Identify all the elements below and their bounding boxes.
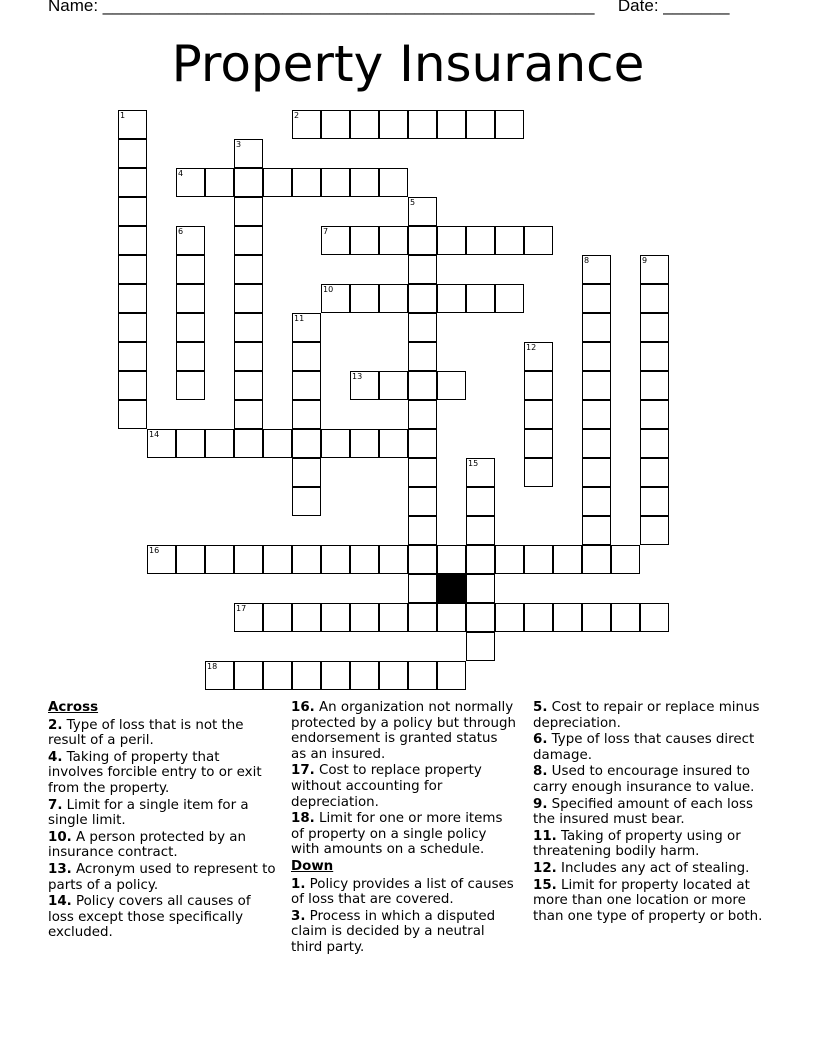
grid-cell[interactable] — [553, 545, 582, 574]
grid-cell[interactable] — [582, 313, 611, 342]
grid-cell[interactable] — [118, 226, 147, 255]
cell-number: 14 — [149, 430, 160, 439]
clue-down-5: 5. Cost to repair or replace minus depreciation. — [533, 700, 760, 731]
grid-cell[interactable] — [350, 661, 379, 690]
clue-down-15: 15. Limit for property located at more than one location or more than one type of property or both. — [533, 877, 763, 924]
grid-cell[interactable] — [379, 429, 408, 458]
grid-cell[interactable] — [495, 545, 524, 574]
grid-cell[interactable] — [524, 342, 553, 371]
grid-cell[interactable] — [408, 429, 437, 458]
black-cell — [437, 574, 466, 603]
grid-cell[interactable] — [466, 458, 495, 487]
clue-across-16: 16. An organization not normally protected by a policy but through endorsement is granted status as an insured. — [291, 700, 516, 762]
grid-cell[interactable] — [234, 313, 263, 342]
grid-cell[interactable] — [321, 284, 350, 313]
clue-column-1 — [48, 700, 278, 942]
grid-cell[interactable] — [263, 168, 292, 197]
grid-cell[interactable] — [640, 603, 669, 632]
grid-cell[interactable] — [321, 226, 350, 255]
grid-cell[interactable] — [640, 284, 669, 313]
cell-number: 10 — [323, 285, 334, 294]
cell-number: 5 — [410, 198, 416, 207]
grid-cell[interactable] — [466, 284, 495, 313]
grid-cell[interactable] — [263, 545, 292, 574]
grid-cell[interactable] — [118, 371, 147, 400]
grid-cell[interactable] — [118, 313, 147, 342]
grid-cell[interactable] — [466, 487, 495, 516]
grid-cell[interactable] — [176, 371, 205, 400]
cell-number: 6 — [178, 227, 184, 236]
grid-cell[interactable] — [408, 284, 437, 313]
cell-number: 13 — [352, 372, 363, 381]
grid-cell[interactable] — [408, 545, 437, 574]
grid-cell[interactable] — [350, 110, 379, 139]
grid-cell[interactable] — [176, 226, 205, 255]
grid-cell[interactable] — [524, 226, 553, 255]
grid-cell[interactable] — [379, 226, 408, 255]
grid-cell[interactable] — [582, 400, 611, 429]
clue-across-18: 18. Limit for one or more items of property on a single policy with amounts on a schedule. — [291, 811, 503, 858]
cell-number: 18 — [207, 662, 218, 671]
grid-cell[interactable] — [234, 139, 263, 168]
grid-cell[interactable] — [350, 284, 379, 313]
grid-cell[interactable] — [234, 400, 263, 429]
grid-cell[interactable] — [263, 429, 292, 458]
grid-cell[interactable] — [640, 313, 669, 342]
grid-cell[interactable] — [524, 545, 553, 574]
cell-number: 15 — [468, 459, 479, 468]
grid-cell[interactable] — [524, 371, 553, 400]
date-field-label[interactable]: Date: _______ — [617, 0, 730, 15]
grid-cell[interactable] — [437, 545, 466, 574]
clue-across-13: 13. Acronym used to represent to parts of a policy. — [48, 861, 276, 893]
grid-cell[interactable] — [118, 110, 147, 139]
grid-cell[interactable] — [408, 661, 437, 690]
cell-number: 12 — [526, 343, 537, 352]
grid-cell[interactable] — [118, 139, 147, 168]
grid-cell[interactable] — [292, 458, 321, 487]
grid-cell[interactable] — [176, 255, 205, 284]
grid-cell[interactable] — [292, 603, 321, 632]
grid-cell[interactable] — [379, 371, 408, 400]
grid-cell[interactable] — [408, 313, 437, 342]
grid-cell[interactable] — [321, 545, 350, 574]
grid-cell[interactable] — [408, 574, 437, 603]
grid-cell[interactable] — [611, 603, 640, 632]
clue-down-12: 12. Includes any act of stealing. — [533, 860, 750, 876]
cell-number: 1 — [120, 111, 126, 120]
grid-cell[interactable] — [582, 545, 611, 574]
grid-cell[interactable] — [234, 661, 263, 690]
grid-cell[interactable] — [350, 429, 379, 458]
grid-cell[interactable] — [321, 429, 350, 458]
grid-cell[interactable] — [176, 429, 205, 458]
grid-cell[interactable] — [350, 226, 379, 255]
grid-cell[interactable] — [350, 371, 379, 400]
grid-cell[interactable] — [263, 661, 292, 690]
grid-cell[interactable] — [408, 516, 437, 545]
grid-cell[interactable] — [118, 284, 147, 313]
grid-cell[interactable] — [408, 110, 437, 139]
grid-cell[interactable] — [176, 545, 205, 574]
grid-cell[interactable] — [437, 661, 466, 690]
grid-cell[interactable] — [466, 110, 495, 139]
grid-cell[interactable] — [176, 342, 205, 371]
grid-cell[interactable] — [234, 284, 263, 313]
grid-cell[interactable] — [611, 545, 640, 574]
grid-cell[interactable] — [118, 168, 147, 197]
clue-down-11: 11. Taking of property using or threatening bodily harm. — [533, 828, 741, 860]
grid-cell[interactable] — [379, 603, 408, 632]
grid-cell[interactable] — [524, 429, 553, 458]
grid-cell[interactable] — [408, 371, 437, 400]
grid-cell[interactable] — [582, 603, 611, 632]
grid-cell[interactable] — [640, 458, 669, 487]
grid-cell[interactable] — [437, 371, 466, 400]
cell-number: 2 — [294, 111, 300, 120]
grid-cell[interactable] — [350, 545, 379, 574]
grid-cell[interactable] — [495, 226, 524, 255]
grid-cell[interactable] — [379, 168, 408, 197]
grid-cell[interactable] — [379, 661, 408, 690]
grid-cell[interactable] — [582, 458, 611, 487]
clue-across-17: 17. Cost to replace property without accounting for depreciation. — [291, 763, 482, 810]
grid-cell[interactable] — [147, 545, 176, 574]
grid-cell[interactable] — [408, 342, 437, 371]
grid-cell[interactable] — [234, 429, 263, 458]
grid-cell[interactable] — [640, 342, 669, 371]
grid-cell[interactable] — [582, 516, 611, 545]
grid-cell[interactable] — [640, 400, 669, 429]
grid-cell[interactable] — [495, 110, 524, 139]
grid-cell[interactable] — [582, 255, 611, 284]
clue-down-1: 1. Policy provides a list of causes of loss that are covered. — [291, 876, 514, 908]
clue-list — [0, 700, 816, 1000]
grid-cell[interactable] — [466, 226, 495, 255]
grid-cell[interactable] — [234, 168, 263, 197]
grid-cell[interactable] — [292, 371, 321, 400]
grid-cell[interactable] — [350, 603, 379, 632]
grid-cell[interactable] — [292, 342, 321, 371]
grid-cell[interactable] — [234, 603, 263, 632]
grid-cell[interactable] — [495, 603, 524, 632]
cell-number: 9 — [642, 256, 648, 265]
grid-cell[interactable] — [582, 371, 611, 400]
clue-across-7: 7. Limit for a single item for a single limit. — [48, 797, 249, 829]
grid-cell[interactable] — [118, 400, 147, 429]
cell-number: 3 — [236, 140, 242, 149]
grid-cell[interactable] — [292, 168, 321, 197]
across-heading: Across — [48, 700, 99, 715]
cell-number: 7 — [323, 227, 329, 236]
grid-cell[interactable] — [205, 661, 234, 690]
grid-cell[interactable] — [205, 545, 234, 574]
grid-cell[interactable] — [292, 313, 321, 342]
grid-cell[interactable] — [321, 603, 350, 632]
grid-cell[interactable] — [292, 429, 321, 458]
grid-cell[interactable] — [263, 603, 292, 632]
grid-cell[interactable] — [640, 516, 669, 545]
grid-cell[interactable] — [582, 429, 611, 458]
grid-cell[interactable] — [437, 603, 466, 632]
grid-cell[interactable] — [466, 545, 495, 574]
grid-cell[interactable] — [118, 197, 147, 226]
clue-down-9: 9. Specified amount of each loss the insured must bear. — [533, 796, 753, 828]
grid-cell[interactable] — [379, 545, 408, 574]
grid-cell[interactable] — [147, 429, 176, 458]
cell-number: 8 — [584, 256, 590, 265]
grid-cell[interactable] — [408, 487, 437, 516]
grid-cell[interactable] — [234, 371, 263, 400]
grid-cell[interactable] — [582, 342, 611, 371]
grid-cell[interactable] — [234, 342, 263, 371]
grid-cell[interactable] — [437, 110, 466, 139]
grid-cell[interactable] — [321, 168, 350, 197]
cell-number: 4 — [178, 169, 184, 178]
grid-cell[interactable] — [205, 429, 234, 458]
grid-cell[interactable] — [466, 574, 495, 603]
grid-cell[interactable] — [176, 168, 205, 197]
grid-cell[interactable] — [408, 458, 437, 487]
grid-cell[interactable] — [350, 168, 379, 197]
grid-cell[interactable] — [292, 400, 321, 429]
clue-down-3: 3. Process in which a disputed claim is decided by a neutral third party. — [291, 908, 496, 955]
grid-cell[interactable] — [582, 284, 611, 313]
grid-cell[interactable] — [495, 284, 524, 313]
grid-cell[interactable] — [408, 400, 437, 429]
grid-cell[interactable] — [118, 255, 147, 284]
grid-cell[interactable] — [408, 197, 437, 226]
grid-cell[interactable] — [234, 226, 263, 255]
grid-cell[interactable] — [408, 255, 437, 284]
puzzle-title: Property Insurance — [171, 35, 645, 93]
grid-cell[interactable] — [524, 603, 553, 632]
clue-down-6: 6. Type of loss that causes direct damage. — [533, 732, 755, 763]
grid-cell[interactable] — [466, 516, 495, 545]
grid-cell[interactable] — [640, 255, 669, 284]
clue-across-14: 14. Policy covers all causes of loss except those specifically excluded. — [48, 894, 251, 941]
cell-number: 11 — [294, 314, 305, 323]
grid-cell[interactable] — [379, 110, 408, 139]
grid-cell[interactable] — [176, 313, 205, 342]
clue-across-10: 10. A person protected by an insurance contract. — [48, 829, 246, 861]
grid-cell[interactable] — [524, 400, 553, 429]
grid-cell[interactable] — [437, 226, 466, 255]
name-field-label[interactable]: Name: ____________________________________________________ — [48, 0, 595, 15]
grid-cell[interactable] — [466, 632, 495, 661]
grid-cell[interactable] — [176, 284, 205, 313]
grid-cell[interactable] — [234, 545, 263, 574]
clue-column-2 — [291, 700, 516, 957]
grid-cell[interactable] — [234, 255, 263, 284]
grid-cell[interactable] — [379, 284, 408, 313]
grid-cell[interactable] — [408, 226, 437, 255]
grid-cell[interactable] — [321, 661, 350, 690]
grid-cell[interactable] — [640, 371, 669, 400]
grid-cell[interactable] — [292, 487, 321, 516]
grid-cell[interactable] — [408, 603, 437, 632]
grid-cell[interactable] — [553, 603, 582, 632]
grid-cell[interactable] — [466, 603, 495, 632]
grid-cell[interactable] — [234, 197, 263, 226]
grid-cell[interactable] — [321, 110, 350, 139]
grid-cell[interactable] — [205, 168, 234, 197]
cell-number: 16 — [149, 546, 160, 555]
grid-cell[interactable] — [118, 342, 147, 371]
grid-cell[interactable] — [582, 487, 611, 516]
clue-down-8: 8. Used to encourage insured to carry enough insurance to value. — [533, 764, 755, 795]
grid-cell[interactable] — [292, 545, 321, 574]
grid-cell[interactable] — [640, 487, 669, 516]
clue-column-3 — [533, 700, 768, 925]
grid-cell[interactable] — [640, 429, 669, 458]
down-heading: Down — [291, 858, 334, 874]
grid-cell[interactable] — [437, 284, 466, 313]
clue-across-4: 4. Taking of property that involves forcible entry to or exit from the property. — [48, 749, 262, 796]
clue-across-2: 2. Type of loss that is not the result of a peril. — [48, 717, 244, 749]
cell-number: 17 — [236, 604, 247, 613]
grid-cell[interactable] — [292, 661, 321, 690]
grid-cell[interactable] — [524, 458, 553, 487]
grid-cell[interactable] — [292, 110, 321, 139]
